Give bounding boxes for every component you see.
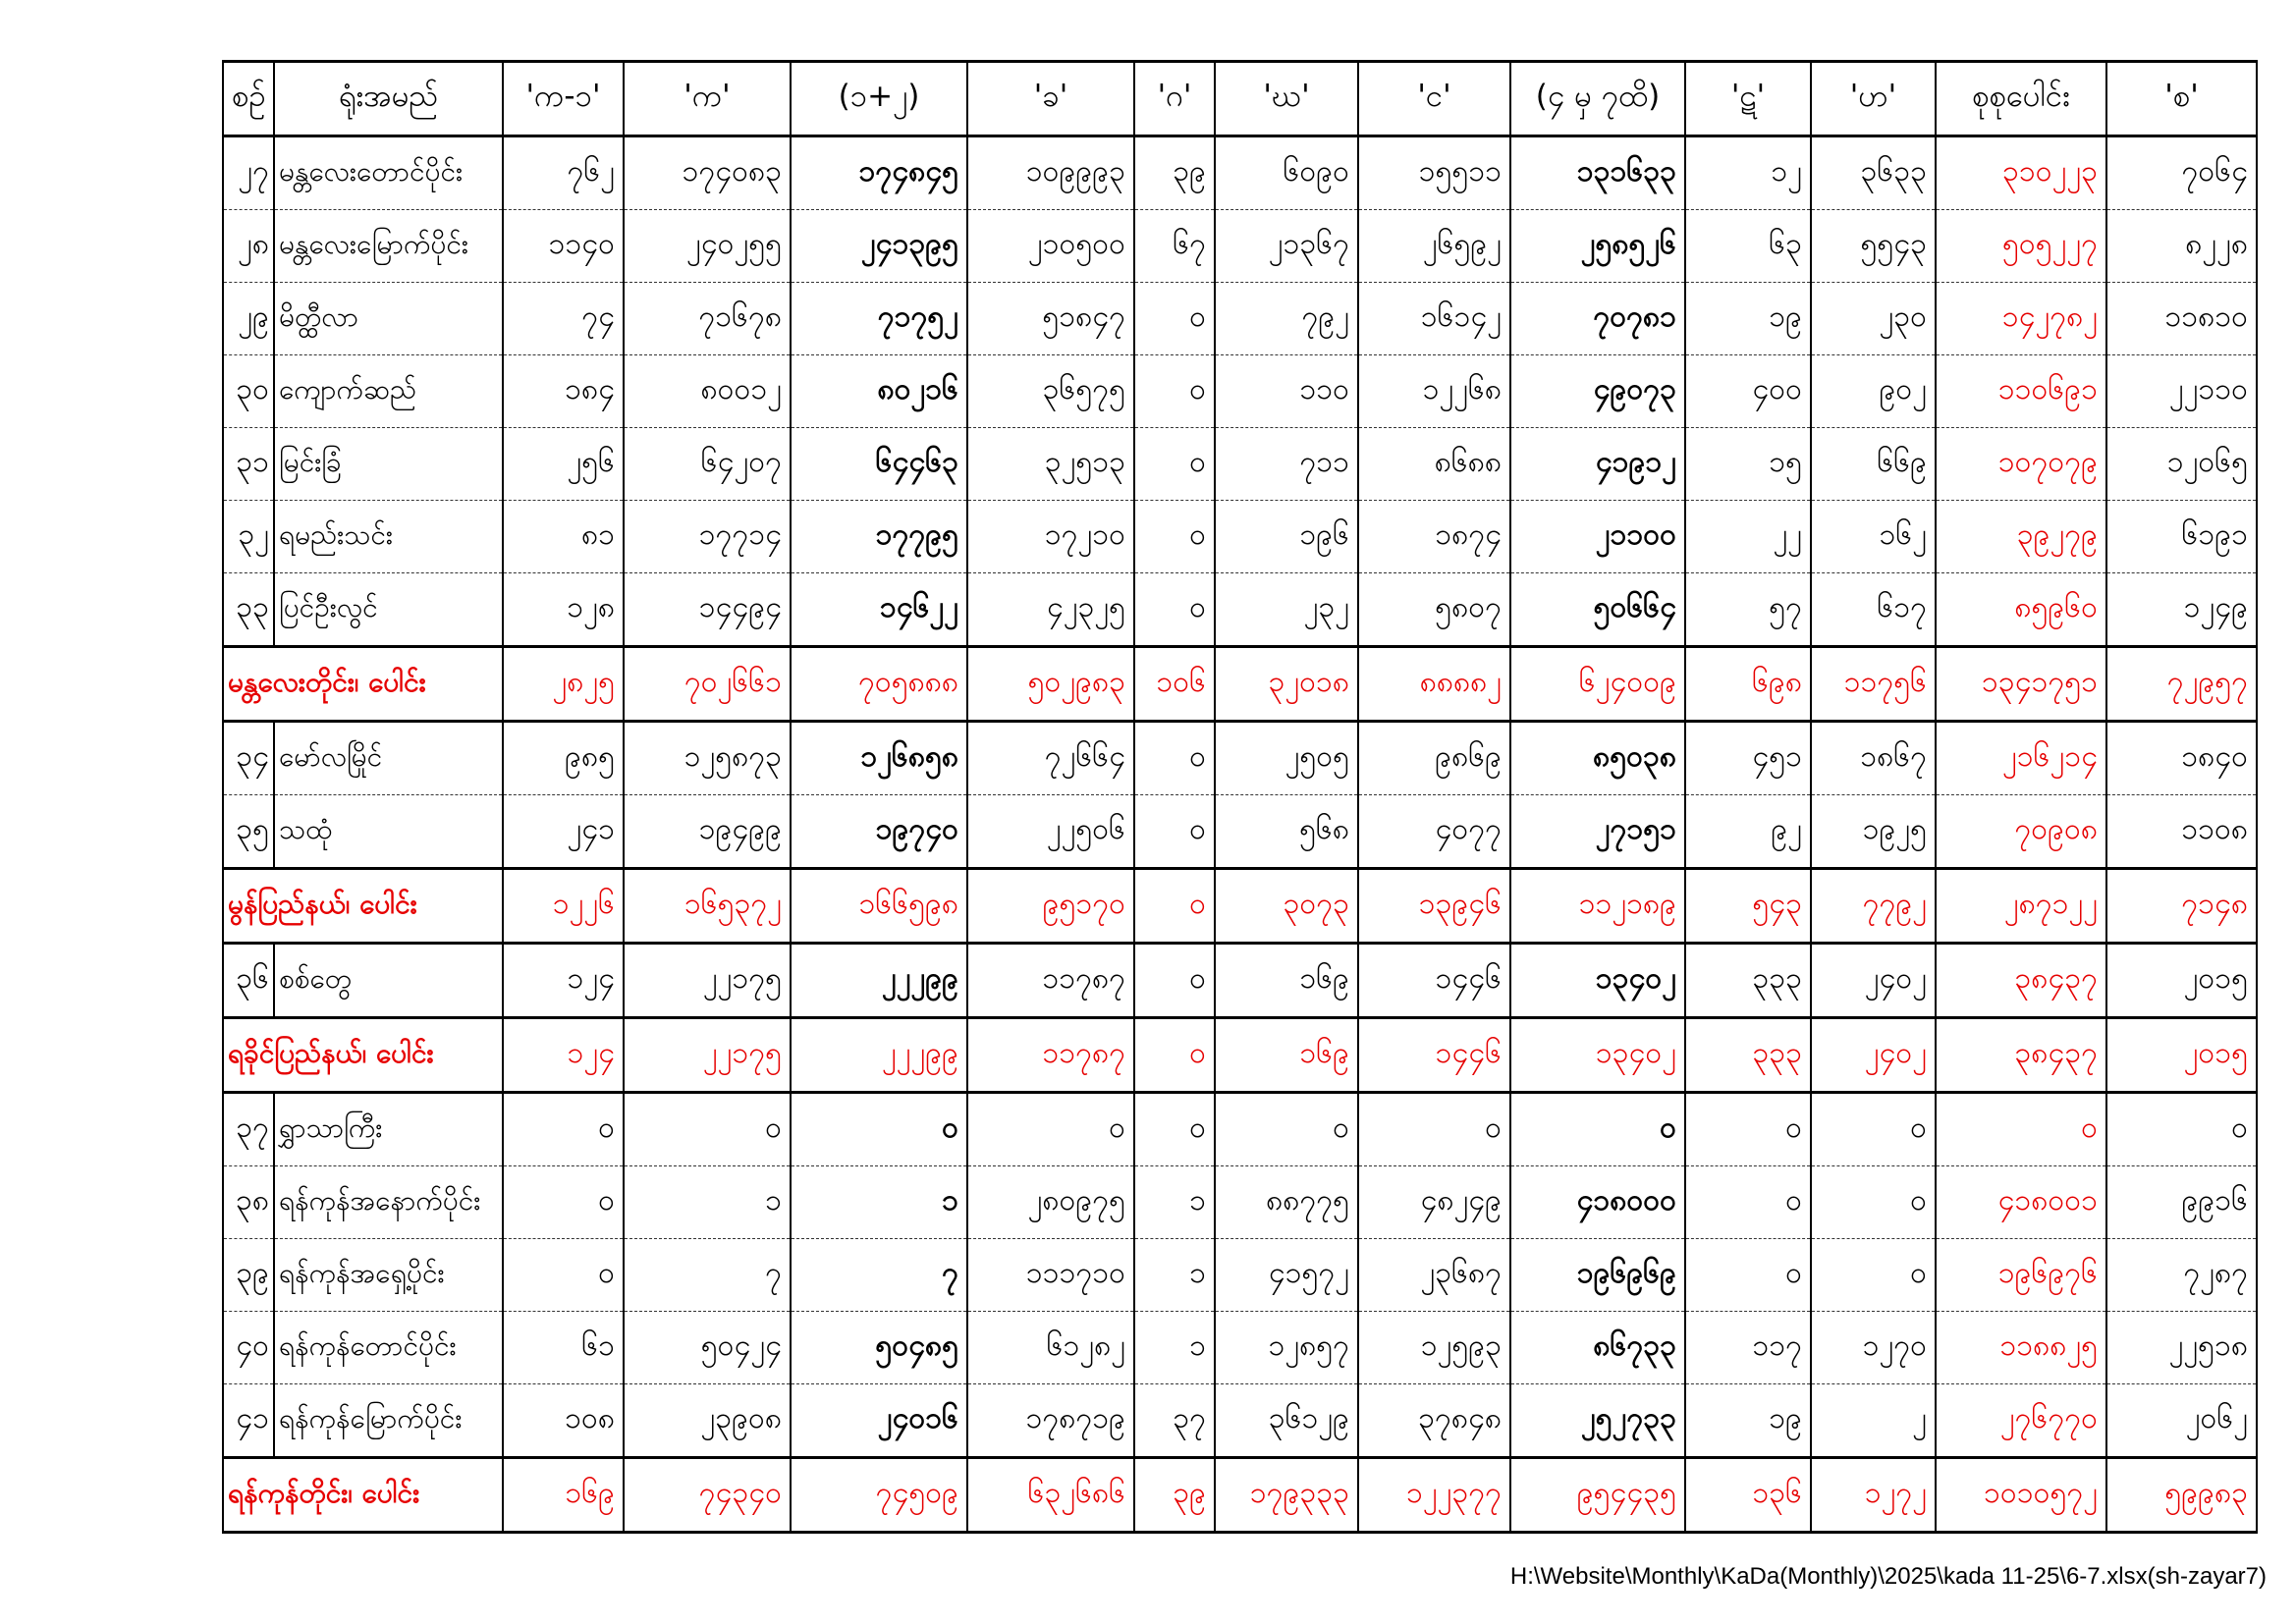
value-cell: ၂၃၀ bbox=[1811, 283, 1936, 355]
value-cell: ၉၂ bbox=[1685, 795, 1811, 869]
subtotal-row bbox=[223, 1458, 2257, 1533]
value-cell: ၂၁၆၂၁၄ bbox=[1936, 722, 2106, 795]
value-cell: ၄၁၉၁၂ bbox=[1510, 428, 1685, 501]
value-cell: ၀ bbox=[1134, 1018, 1215, 1093]
column-header: 'စ' bbox=[2106, 62, 2257, 136]
column-header: 'ဂ' bbox=[1134, 62, 1215, 136]
table-row bbox=[223, 283, 2257, 355]
column-header: (၄ မှ ၇ထိ) bbox=[1510, 62, 1685, 136]
value-cell: ၁၁၈၈၂၅ bbox=[1936, 1312, 2106, 1384]
value-cell: ၈၈၇၇၅ bbox=[1215, 1166, 1358, 1239]
value-cell: ၇၂၉၅၇ bbox=[2106, 647, 2257, 722]
office-name: ကျောက်ဆည် bbox=[274, 355, 503, 428]
value-cell: ၇၂၆၆၄ bbox=[967, 722, 1134, 795]
value-cell: ၁၉၆၉၇၆ bbox=[1936, 1239, 2106, 1312]
value-cell: ၂၄၁ bbox=[503, 795, 624, 869]
subtotal-label: မွန်ပြည်နယ်၊ ပေါင်း bbox=[223, 869, 503, 944]
value-cell: ၀ bbox=[1134, 355, 1215, 428]
value-cell: ၂၂၁၇၅ bbox=[624, 1018, 791, 1093]
value-cell: ၂၈၇၁၂၂ bbox=[1936, 869, 2106, 944]
value-cell: ၃၉၂၇၉ bbox=[1936, 501, 2106, 573]
value-cell: ၉၅၄၄၃၅ bbox=[1510, 1458, 1685, 1533]
value-cell: ၄၈၂၄၉ bbox=[1358, 1166, 1510, 1239]
value-cell: ၇၀၆၄ bbox=[2106, 136, 2257, 210]
office-name: မန္တလေးမြောက်ပိုင်း bbox=[274, 210, 503, 283]
value-cell: ၂၄၀၂ bbox=[1811, 1018, 1936, 1093]
value-cell: ၁၂၀၆၅ bbox=[2106, 428, 2257, 501]
table-row bbox=[223, 428, 2257, 501]
table-row bbox=[223, 210, 2257, 283]
value-cell: ၇၀၅၈၈၈ bbox=[791, 647, 967, 722]
value-cell: ၁၉၆၉၆၉ bbox=[1510, 1239, 1685, 1312]
table-row bbox=[223, 501, 2257, 573]
value-cell: ၀ bbox=[1134, 1093, 1215, 1166]
value-cell: ၁၃၁၆၃၃ bbox=[1510, 136, 1685, 210]
value-cell: ၀ bbox=[503, 1166, 624, 1239]
value-cell: ၂၁၁၀၀ bbox=[1510, 501, 1685, 573]
value-cell: ၈၆၇၃၃ bbox=[1510, 1312, 1685, 1384]
value-cell: ၇၄၃၄၀ bbox=[624, 1458, 791, 1533]
value-cell: ၉၅၁၇၀ bbox=[967, 869, 1134, 944]
value-cell: ၇ bbox=[791, 1239, 967, 1312]
value-cell: ၂၆၅၉၂ bbox=[1358, 210, 1510, 283]
value-cell: ၁ bbox=[791, 1166, 967, 1239]
subtotal-row bbox=[223, 869, 2257, 944]
value-cell: ၅၀၄၂၄ bbox=[624, 1312, 791, 1384]
office-name: ရန်ကုန်အနောက်ပိုင်း bbox=[274, 1166, 503, 1239]
value-cell: ၂၄၀၁၆ bbox=[791, 1384, 967, 1458]
office-name: ပြင်ဦးလွင် bbox=[274, 573, 503, 647]
value-cell: ၁၇၄၈၄၅ bbox=[791, 136, 967, 210]
value-cell: ၁၁၇၅၆ bbox=[1811, 647, 1936, 722]
office-name: မြင်းခြံ bbox=[274, 428, 503, 501]
value-cell: ၁၁၂၁၈၉ bbox=[1510, 869, 1685, 944]
value-cell: ၅၀၆၆၄ bbox=[1510, 573, 1685, 647]
value-cell: ၁ bbox=[1134, 1312, 1215, 1384]
table-row bbox=[223, 722, 2257, 795]
value-cell: ၄၁၈၀၀၀ bbox=[1510, 1166, 1685, 1239]
value-cell: ၇၁၄၈ bbox=[2106, 869, 2257, 944]
value-cell: ၁၁၀၈ bbox=[2106, 795, 2257, 869]
value-cell: ၁၁၄၀ bbox=[503, 210, 624, 283]
column-header: 'ဃ' bbox=[1215, 62, 1358, 136]
value-cell: ၃၇ bbox=[1134, 1384, 1215, 1458]
value-cell: ၄၀၀ bbox=[1685, 355, 1811, 428]
value-cell: ၆၁၂၈၂ bbox=[967, 1312, 1134, 1384]
value-cell: ၆၁၇ bbox=[1811, 573, 1936, 647]
table-row bbox=[223, 573, 2257, 647]
value-cell: ၀ bbox=[1358, 1093, 1510, 1166]
value-cell: ၅၀၂၉၈၃ bbox=[967, 647, 1134, 722]
value-cell: ၈၂၂၈ bbox=[2106, 210, 2257, 283]
value-cell: ၀ bbox=[1685, 1093, 1811, 1166]
header-row bbox=[223, 62, 2257, 136]
table-row bbox=[223, 1093, 2257, 1166]
serial-number: ၃၄ bbox=[223, 722, 274, 795]
table-body bbox=[223, 136, 2257, 1533]
value-cell: ၆၁ bbox=[503, 1312, 624, 1384]
value-cell: ၀ bbox=[1215, 1093, 1358, 1166]
value-cell: ၂၂ bbox=[1685, 501, 1811, 573]
value-cell: ၁၅၅၁၁ bbox=[1358, 136, 1510, 210]
value-cell: ၅၀၄၈၅ bbox=[791, 1312, 967, 1384]
value-cell: ၄၉၀၇၃ bbox=[1510, 355, 1685, 428]
office-name: ရန်ကုန်အရှေ့ပိုင်း bbox=[274, 1239, 503, 1312]
value-cell: ၁၂၄ bbox=[503, 944, 624, 1018]
value-cell: ၅၁၈၄၇ bbox=[967, 283, 1134, 355]
value-cell: ၂၄၀၂ bbox=[1811, 944, 1936, 1018]
value-cell: ၁၄၄၆ bbox=[1358, 944, 1510, 1018]
value-cell: ၁၇၂၁၀ bbox=[967, 501, 1134, 573]
value-cell: ၀ bbox=[1134, 795, 1215, 869]
table-row bbox=[223, 1166, 2257, 1239]
value-cell: ၃၆၃၃ bbox=[1811, 136, 1936, 210]
office-name: ရန်ကုန်တောင်ပိုင်း bbox=[274, 1312, 503, 1384]
value-cell: ၇၄ bbox=[503, 283, 624, 355]
office-name: စစ်တွေ bbox=[274, 944, 503, 1018]
value-cell: ၁၂၂၆၈ bbox=[1358, 355, 1510, 428]
value-cell: ၂၂၂၉၉ bbox=[791, 944, 967, 1018]
value-cell: ၄၁၈၀၀၁ bbox=[1936, 1166, 2106, 1239]
value-cell: ၇၇၉၂ bbox=[1811, 869, 1936, 944]
value-cell: ၁၆၉ bbox=[503, 1458, 624, 1533]
value-cell: ၅၆၈ bbox=[1215, 795, 1358, 869]
table-row bbox=[223, 1384, 2257, 1458]
value-cell: ၃၂၀၁၈ bbox=[1215, 647, 1358, 722]
value-cell: ၇၆၂ bbox=[503, 136, 624, 210]
value-cell: ၄၁၅၇၂ bbox=[1215, 1239, 1358, 1312]
value-cell: ၉၈၅ bbox=[503, 722, 624, 795]
table-row bbox=[223, 136, 2257, 210]
value-cell: ၆၃ bbox=[1685, 210, 1811, 283]
serial-number: ၃၈ bbox=[223, 1166, 274, 1239]
value-cell: ၂၁၃၆၇ bbox=[1215, 210, 1358, 283]
value-cell: ၀ bbox=[1936, 1093, 2106, 1166]
value-cell: ၁၇၇၉၅ bbox=[791, 501, 967, 573]
value-cell: ၆၉၈ bbox=[1685, 647, 1811, 722]
value-cell: ၁၈၆၇ bbox=[1811, 722, 1936, 795]
value-cell: ၂၂၁၁၀ bbox=[2106, 355, 2257, 428]
value-cell: ၁၉ bbox=[1685, 1384, 1811, 1458]
value-cell: ၆၂၄၀၀၉ bbox=[1510, 647, 1685, 722]
value-cell: ၁၁၀ bbox=[1215, 355, 1358, 428]
value-cell: ၂၇၁၅၁ bbox=[1510, 795, 1685, 869]
value-cell: ၈၀၀၁၂ bbox=[624, 355, 791, 428]
value-cell: ၅၉၉၈၃ bbox=[2106, 1458, 2257, 1533]
column-header: ရုံးအမည် bbox=[274, 62, 503, 136]
value-cell: ၁၄၂၇၈၂ bbox=[1936, 283, 2106, 355]
column-header: 'ဋ' bbox=[1685, 62, 1811, 136]
value-cell: ၁၁၇ bbox=[1685, 1312, 1811, 1384]
value-cell: ၁၈၇၄ bbox=[1358, 501, 1510, 573]
subtotal-row bbox=[223, 647, 2257, 722]
value-cell: ၁၆၁၄၂ bbox=[1358, 283, 1510, 355]
value-cell: ၁၀၉၉၉၃ bbox=[967, 136, 1134, 210]
value-cell: ၇၉၂ bbox=[1215, 283, 1358, 355]
value-cell: ၃၃၃ bbox=[1685, 1018, 1811, 1093]
value-cell: ၇၀၂၆၆၁ bbox=[624, 647, 791, 722]
value-cell: ၃၆၁၂၉ bbox=[1215, 1384, 1358, 1458]
value-cell: ၆၀၉၀ bbox=[1215, 136, 1358, 210]
office-name: ရွှာသာကြီး bbox=[274, 1093, 503, 1166]
value-cell: ၀ bbox=[1134, 573, 1215, 647]
value-cell: ၂၃၉၀၈ bbox=[624, 1384, 791, 1458]
value-cell: ၇ bbox=[624, 1239, 791, 1312]
value-cell: ၀ bbox=[503, 1239, 624, 1312]
value-cell: ၈၅၀၃၈ bbox=[1510, 722, 1685, 795]
value-cell: ၂၇၆၇၇၀ bbox=[1936, 1384, 2106, 1458]
value-cell: ၃၈၄၃၇ bbox=[1936, 944, 2106, 1018]
value-cell: ၁၉၂၅ bbox=[1811, 795, 1936, 869]
value-cell: ၂၈၂၅ bbox=[503, 647, 624, 722]
value-cell: ၁၃၆ bbox=[1685, 1458, 1811, 1533]
value-cell: ၀ bbox=[1685, 1166, 1811, 1239]
value-cell: ၆၇ bbox=[1134, 210, 1215, 283]
value-cell: ၇၂၈၇ bbox=[2106, 1239, 2257, 1312]
value-cell: ၁၈၄ bbox=[503, 355, 624, 428]
value-cell: ၈၅၉၆၀ bbox=[1936, 573, 2106, 647]
value-cell: ၃၁၀၂၂၃ bbox=[1936, 136, 2106, 210]
value-cell: ၅၇ bbox=[1685, 573, 1811, 647]
value-cell: ၁၂၄၉ bbox=[2106, 573, 2257, 647]
value-cell: ၄၀၇၇ bbox=[1358, 795, 1510, 869]
value-cell: ၁၀၆ bbox=[1134, 647, 1215, 722]
value-cell: ၁၆၅၃၇၂ bbox=[624, 869, 791, 944]
column-header: (၁+၂) bbox=[791, 62, 967, 136]
subtotal-row bbox=[223, 1018, 2257, 1093]
column-header: 'က' bbox=[624, 62, 791, 136]
value-cell: ၀ bbox=[1811, 1093, 1936, 1166]
value-cell: ၀ bbox=[1134, 428, 1215, 501]
value-cell: ၁၄၄၉၄ bbox=[624, 573, 791, 647]
value-cell: ၁၀၁၀၅၇၂ bbox=[1936, 1458, 2106, 1533]
value-cell: ၁၇၇၁၄ bbox=[624, 501, 791, 573]
office-name: ရမည်းသင်း bbox=[274, 501, 503, 573]
file-path: H:\Website\Monthly\KaDa(Monthly)\2025\kada 11-25\6-7.xlsx(sh-zayar7) bbox=[1509, 1563, 2267, 1590]
value-cell: ၁၂၇၂ bbox=[1811, 1458, 1936, 1533]
value-cell: ၅၄၃ bbox=[1685, 869, 1811, 944]
value-cell: ၁၅ bbox=[1685, 428, 1811, 501]
column-header: 'က-၁' bbox=[503, 62, 624, 136]
value-cell: ၀ bbox=[1811, 1166, 1936, 1239]
value-cell: ၀ bbox=[2106, 1093, 2257, 1166]
value-cell: ၂၈၀၉၇၅ bbox=[967, 1166, 1134, 1239]
table-row bbox=[223, 944, 2257, 1018]
value-cell: ၁၉၄၉၉ bbox=[624, 795, 791, 869]
serial-number: ၂၉ bbox=[223, 283, 274, 355]
value-cell: ၈၀၂၁၆ bbox=[791, 355, 967, 428]
data-table bbox=[222, 60, 2258, 1534]
serial-number: ၃၃ bbox=[223, 573, 274, 647]
value-cell: ၀ bbox=[624, 1093, 791, 1166]
serial-number: ၃၂ bbox=[223, 501, 274, 573]
value-cell: ၃၆၅၇၅ bbox=[967, 355, 1134, 428]
value-cell: ၂၀၁၅ bbox=[2106, 1018, 2257, 1093]
subtotal-label: ရခိုင်ပြည်နယ်၊ ပေါင်း bbox=[223, 1018, 503, 1093]
value-cell: ၂၂၁၇၅ bbox=[624, 944, 791, 1018]
value-cell: ၁ bbox=[1134, 1239, 1215, 1312]
value-cell: ၇၁၆၇၈ bbox=[624, 283, 791, 355]
value-cell: ၁၆၉ bbox=[1215, 944, 1358, 1018]
value-cell: ၈၈၈၈၂ bbox=[1358, 647, 1510, 722]
value-cell: ၁၀၇၀၇၉ bbox=[1936, 428, 2106, 501]
column-header: 'ခ' bbox=[967, 62, 1134, 136]
subtotal-label: မန္တလေးတိုင်း၊ ပေါင်း bbox=[223, 647, 503, 722]
value-cell: ၂၁၀၅၀၀ bbox=[967, 210, 1134, 283]
value-cell: ၁၁၇၈၇ bbox=[967, 944, 1134, 1018]
value-cell: ၉၀၂ bbox=[1811, 355, 1936, 428]
value-cell: ၂၃၂ bbox=[1215, 573, 1358, 647]
serial-number: ၃၉ bbox=[223, 1239, 274, 1312]
value-cell: ၁၂၇၀ bbox=[1811, 1312, 1936, 1384]
value-cell: ၁၉၆ bbox=[1215, 501, 1358, 573]
serial-number: ၂၈ bbox=[223, 210, 274, 283]
column-header: 'ဟ' bbox=[1811, 62, 1936, 136]
value-cell: ၁၆၉ bbox=[1215, 1018, 1358, 1093]
value-cell: ၀ bbox=[1510, 1093, 1685, 1166]
value-cell: ၂၅၆ bbox=[503, 428, 624, 501]
value-cell: ၁၇၄၀၈၃ bbox=[624, 136, 791, 210]
value-cell: ၃၀၇၃ bbox=[1215, 869, 1358, 944]
value-cell: ၁၁၁၇၁၀ bbox=[967, 1239, 1134, 1312]
value-cell: ၄၅၁ bbox=[1685, 722, 1811, 795]
column-header: စုစုပေါင်း bbox=[1936, 62, 2106, 136]
value-cell: ၆၄၂၀၇ bbox=[624, 428, 791, 501]
value-cell: ၀ bbox=[1134, 944, 1215, 1018]
value-cell: ၂၄၁၃၉၅ bbox=[791, 210, 967, 283]
value-cell: ၃၇၈၄၈ bbox=[1358, 1384, 1510, 1458]
value-cell: ၂၄၀၂၅၅ bbox=[624, 210, 791, 283]
value-cell: ၂၅၈၅၂၆ bbox=[1510, 210, 1685, 283]
office-name: သထုံ bbox=[274, 795, 503, 869]
value-cell: ၀ bbox=[1134, 501, 1215, 573]
value-cell: ၆၆၉ bbox=[1811, 428, 1936, 501]
value-cell: ၀ bbox=[1134, 869, 1215, 944]
value-cell: ၀ bbox=[1134, 722, 1215, 795]
value-cell: ၁၃၄၀၂ bbox=[1510, 1018, 1685, 1093]
value-cell: ၉၉၁၆ bbox=[2106, 1166, 2257, 1239]
table-row bbox=[223, 795, 2257, 869]
serial-number: ၃၁ bbox=[223, 428, 274, 501]
value-cell: ၉၈၆၉ bbox=[1358, 722, 1510, 795]
value-cell: ၁၈၄၀ bbox=[2106, 722, 2257, 795]
value-cell: ၂၂၅၁၈ bbox=[2106, 1312, 2257, 1384]
value-cell: ၀ bbox=[1134, 283, 1215, 355]
value-cell: ၁၆၂ bbox=[1811, 501, 1936, 573]
value-cell: ၅၈၀၇ bbox=[1358, 573, 1510, 647]
value-cell: ၂၂၂၉၉ bbox=[791, 1018, 967, 1093]
value-cell: ၈၁ bbox=[503, 501, 624, 573]
value-cell: ၂ bbox=[1811, 1384, 1936, 1458]
subtotal-label: ရန်ကုန်တိုင်း၊ ပေါင်း bbox=[223, 1458, 503, 1533]
office-name: မိတ္ထီလာ bbox=[274, 283, 503, 355]
value-cell: ၃၈၄၃၇ bbox=[1936, 1018, 2106, 1093]
value-cell: ၆၁၉၁ bbox=[2106, 501, 2257, 573]
value-cell: ၁၇၈၇၁၉ bbox=[967, 1384, 1134, 1458]
value-cell: ၃၉ bbox=[1134, 1458, 1215, 1533]
serial-number: ၄၁ bbox=[223, 1384, 274, 1458]
value-cell: ၆၃၂၆၈၆ bbox=[967, 1458, 1134, 1533]
value-cell: ၂၀၆၂ bbox=[2106, 1384, 2257, 1458]
value-cell: ၂၀၁၅ bbox=[2106, 944, 2257, 1018]
value-cell: ၆၄၄၆၃ bbox=[791, 428, 967, 501]
serial-number: ၂၇ bbox=[223, 136, 274, 210]
value-cell: ၁၀၈ bbox=[503, 1384, 624, 1458]
serial-number: ၃၇ bbox=[223, 1093, 274, 1166]
column-header: စဉ် bbox=[223, 62, 274, 136]
value-cell: ၁၁၈၁၀ bbox=[2106, 283, 2257, 355]
value-cell: ၈၆၈၈ bbox=[1358, 428, 1510, 501]
value-cell: ၁၂၅၉၃ bbox=[1358, 1312, 1510, 1384]
value-cell: ၇၀၇၈၁ bbox=[1510, 283, 1685, 355]
value-cell: ၅၅၄၃ bbox=[1811, 210, 1936, 283]
office-name: မန္တလေးတောင်ပိုင်း bbox=[274, 136, 503, 210]
value-cell: ၁၃၄၀၂ bbox=[1510, 944, 1685, 1018]
value-cell: ၁၂၂၃၇၇ bbox=[1358, 1458, 1510, 1533]
column-header: 'င' bbox=[1358, 62, 1510, 136]
value-cell: ၂၃၆၈၇ bbox=[1358, 1239, 1510, 1312]
value-cell: ၀ bbox=[1811, 1239, 1936, 1312]
value-cell: ၇၄၅၀၉ bbox=[791, 1458, 967, 1533]
value-cell: ၂၅၀၅ bbox=[1215, 722, 1358, 795]
value-cell: ၁၃၉၄၆ bbox=[1358, 869, 1510, 944]
value-cell: ၃၉ bbox=[1134, 136, 1215, 210]
value-cell: ၁၂၅၈၇၃ bbox=[624, 722, 791, 795]
value-cell: ၁ bbox=[624, 1166, 791, 1239]
table-row bbox=[223, 1239, 2257, 1312]
value-cell: ၁၂၄ bbox=[503, 1018, 624, 1093]
value-cell: ၇၀၉၀၈ bbox=[1936, 795, 2106, 869]
value-cell: ၁၂၆၈၅၈ bbox=[791, 722, 967, 795]
serial-number: ၄၀ bbox=[223, 1312, 274, 1384]
office-name: ရန်ကုန်မြောက်ပိုင်း bbox=[274, 1384, 503, 1458]
value-cell: ၅၀၅၂၂၇ bbox=[1936, 210, 2106, 283]
table-row bbox=[223, 355, 2257, 428]
value-cell: ၁၃၄၁၇၅၁ bbox=[1936, 647, 2106, 722]
serial-number: ၃၆ bbox=[223, 944, 274, 1018]
value-cell: ၄၂၃၂၅ bbox=[967, 573, 1134, 647]
value-cell: ၇၁၁ bbox=[1215, 428, 1358, 501]
value-cell: ၁ bbox=[1134, 1166, 1215, 1239]
value-cell: ၁၂ bbox=[1685, 136, 1811, 210]
value-cell: ၁၂၂၆ bbox=[503, 869, 624, 944]
value-cell: ၁၂၈၅၇ bbox=[1215, 1312, 1358, 1384]
value-cell: ၁၁၇၈၇ bbox=[967, 1018, 1134, 1093]
value-cell: ၃၂၅၁၃ bbox=[967, 428, 1134, 501]
value-cell: ၀ bbox=[967, 1093, 1134, 1166]
value-cell: ၀ bbox=[791, 1093, 967, 1166]
serial-number: ၃၀ bbox=[223, 355, 274, 428]
value-cell: ၁၄၆၂၂ bbox=[791, 573, 967, 647]
value-cell: ၀ bbox=[503, 1093, 624, 1166]
table-row bbox=[223, 1312, 2257, 1384]
value-cell: ၁၉ bbox=[1685, 283, 1811, 355]
value-cell: ၁၂၈ bbox=[503, 573, 624, 647]
value-cell: ၁၄၄၆ bbox=[1358, 1018, 1510, 1093]
office-name: မော်လမြိုင် bbox=[274, 722, 503, 795]
value-cell: ၃၃၃ bbox=[1685, 944, 1811, 1018]
value-cell: ၁၆၆၅၉၈ bbox=[791, 869, 967, 944]
value-cell: ၁၁၀၆၉၁ bbox=[1936, 355, 2106, 428]
value-cell: ၂၅၂၇၃၃ bbox=[1510, 1384, 1685, 1458]
value-cell: ၀ bbox=[1685, 1239, 1811, 1312]
value-cell: ၁၉၇၄၀ bbox=[791, 795, 967, 869]
value-cell: ၁၇၉၃၃၃ bbox=[1215, 1458, 1358, 1533]
value-cell: ၂၂၅၀၆ bbox=[967, 795, 1134, 869]
serial-number: ၃၅ bbox=[223, 795, 274, 869]
value-cell: ၇၁၇၅၂ bbox=[791, 283, 967, 355]
